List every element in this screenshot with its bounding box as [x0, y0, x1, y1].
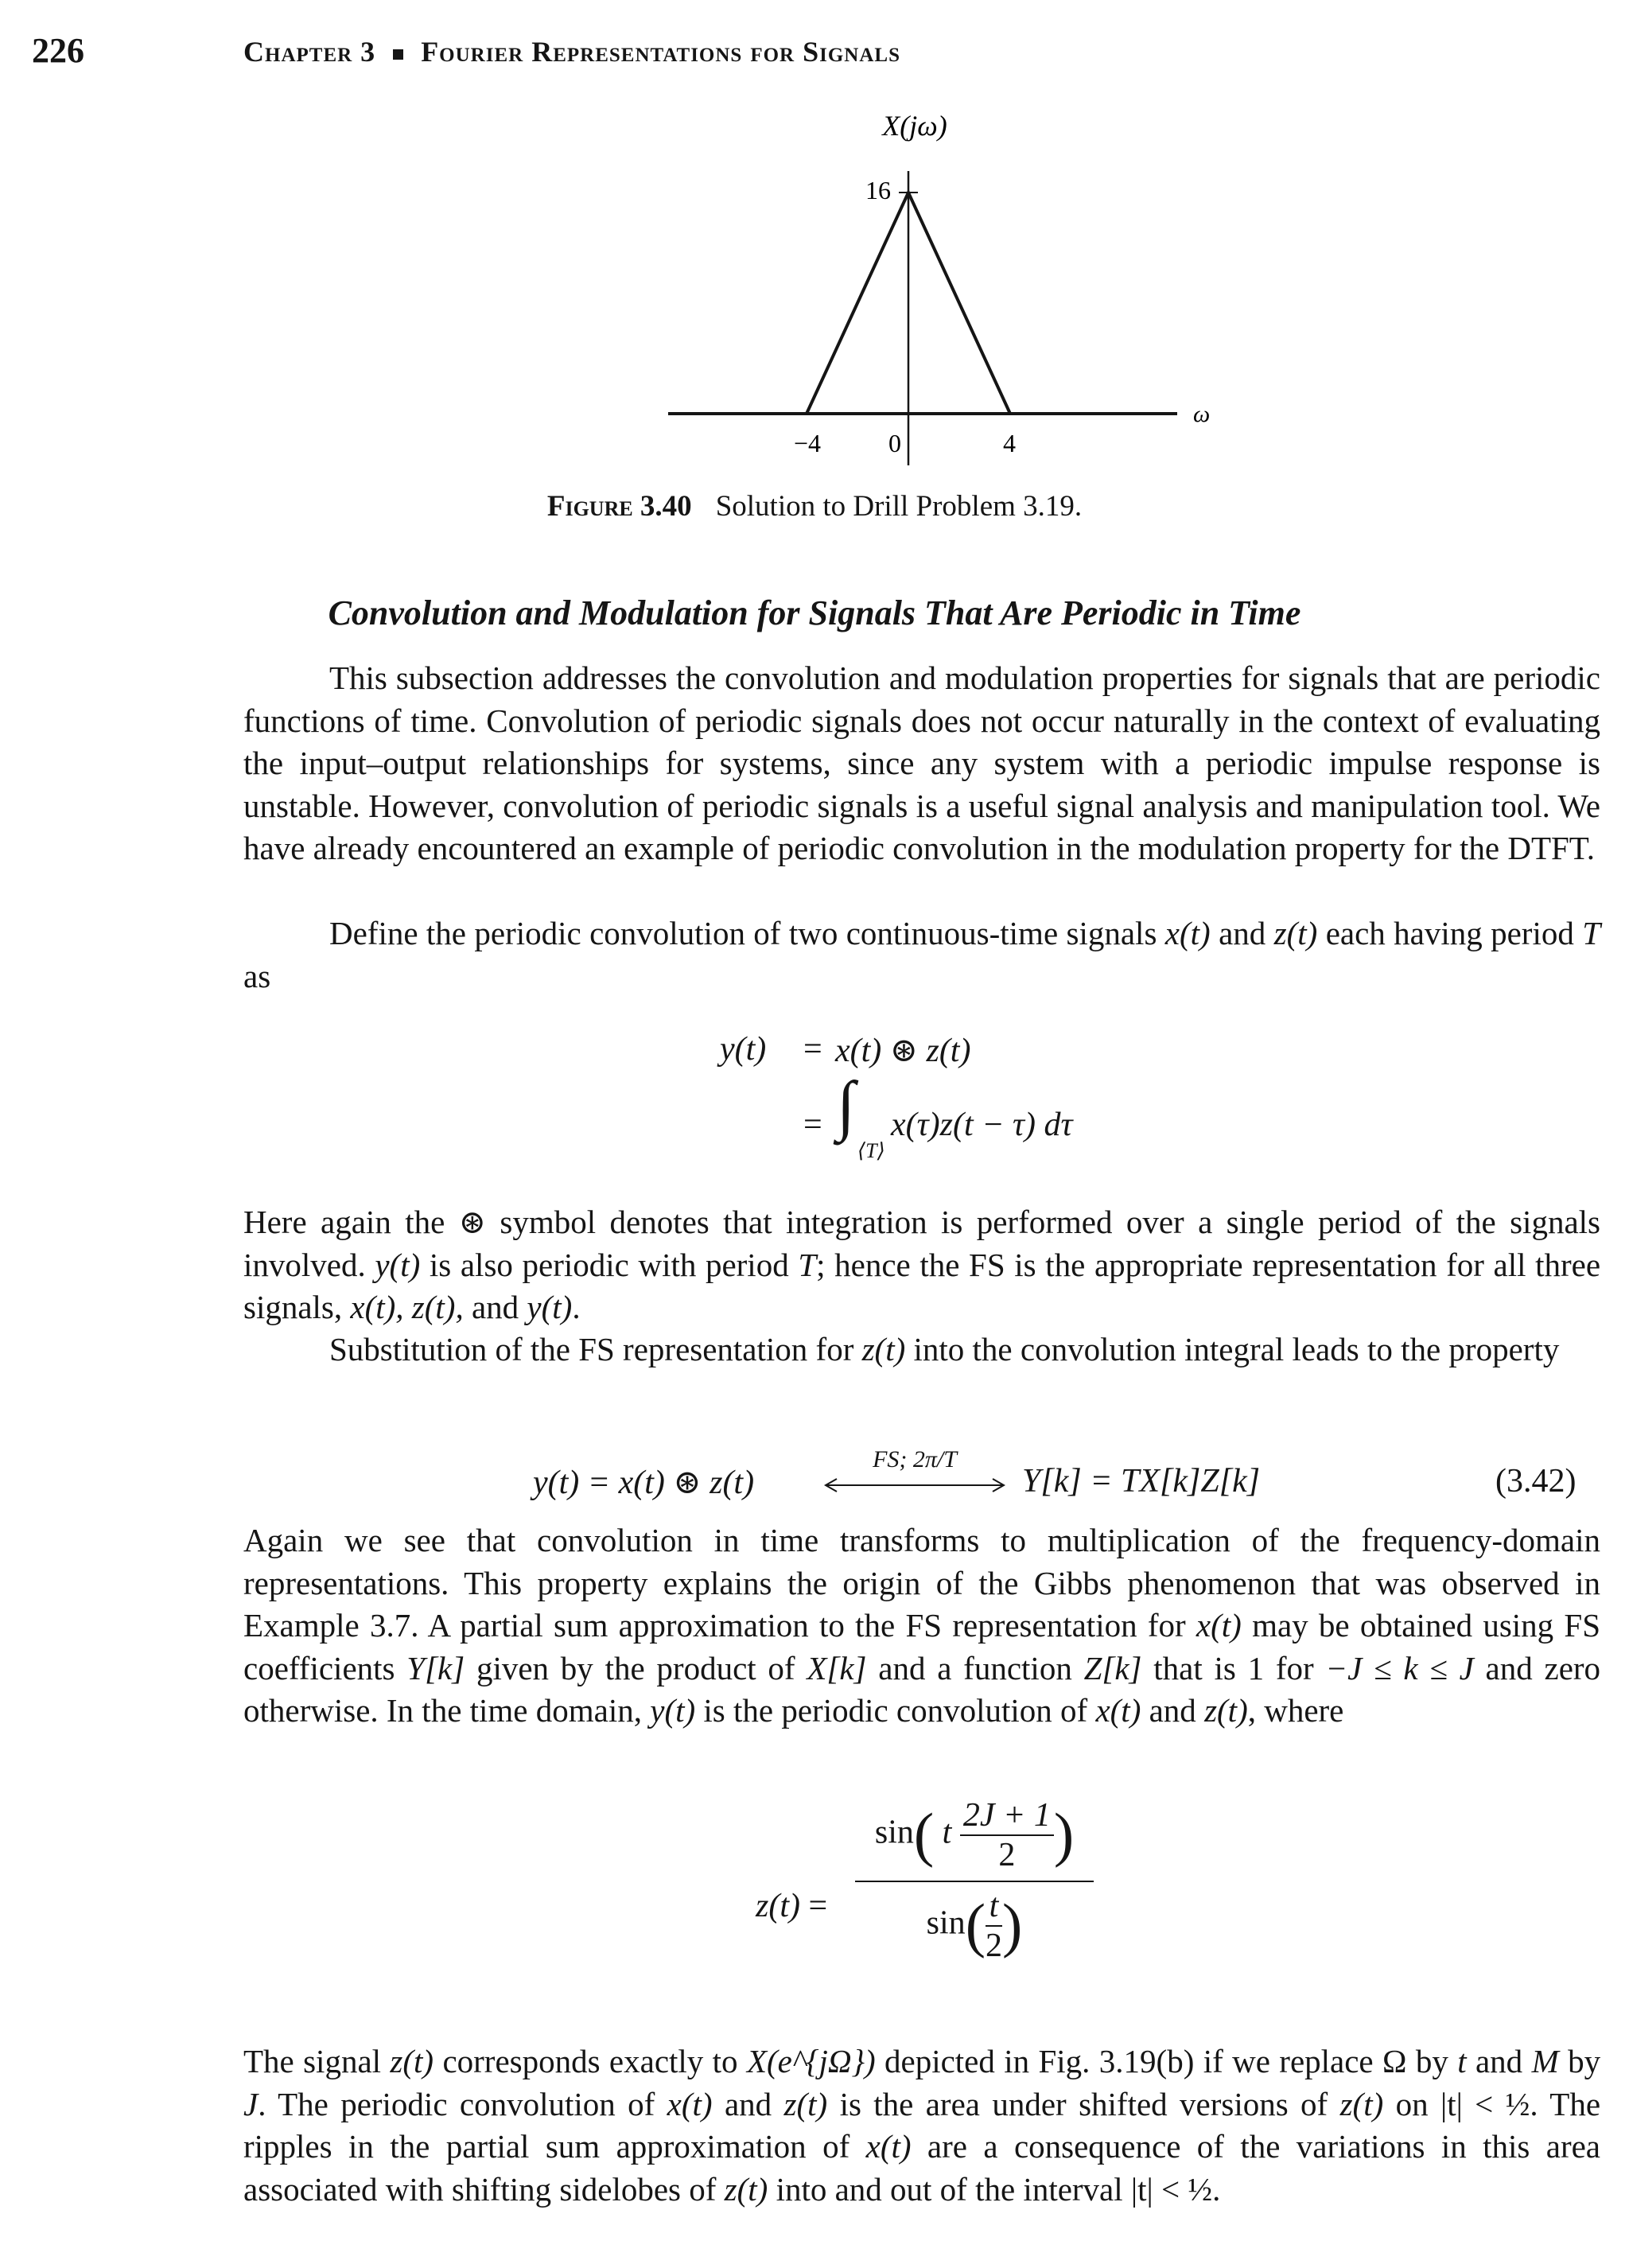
section-title: Convolution and Modulation for Signals That Are Periodic in Time — [328, 593, 1301, 632]
chapter-title: Fourier Representations for Signals — [421, 36, 900, 68]
peak-label: 16 — [865, 176, 891, 204]
zt-numerator: sin( t $\frac{2J + 1}{2}$ ) — [855, 1796, 1094, 1882]
fs-arrow-label: FS; 2π/T — [873, 1446, 957, 1472]
running-header — [0, 30, 1629, 86]
numerator-inner-fraction: $\frac{2J + 1}{2}$ — [960, 1796, 1054, 1874]
double-arrow-icon — [819, 1476, 1010, 1495]
integral-subscript: ⟨T⟩ — [857, 1139, 885, 1162]
square-bullet-icon — [393, 49, 403, 60]
equation-periodic-convolution-line2: x(τ)z(t − τ) dτ — [891, 1107, 1073, 1143]
equation-eq-sign-1: = — [803, 1031, 822, 1068]
figure-caption-text: Solution to Drill Problem 3.19. — [715, 490, 1083, 523]
figure-3-40-plot — [652, 103, 1225, 477]
paragraph-1: This subsection addresses the convolution and modulation properties for signals that are periodic functions of time. Convolution of periodic signals does not occur naturally in the context of evaluating the input–output relationships for systems, since any system with a periodic impulse response is unstable. However, convolution of periodic signals is a useful signal analysis and manipulation tool. We have already encountered an example of periodic convolution in the modulation property for the DTFT. — [243, 659, 1600, 866]
equation-periodic-convolution-lhs: y(t) — [720, 1031, 767, 1068]
equation-zt-lhs: z(t) = — [756, 1888, 828, 1924]
running-title — [243, 35, 900, 68]
figure-caption — [0, 489, 1629, 523]
paragraph-3: Here again the ⊛ symbol denotes that integration is performed over a single period of the signals involved. y(t) is also periodic with period T; hence the FS is the appropriate representation for all three signals, x(t), z(t), and y(t). — [243, 1204, 1601, 1325]
paragraph-4: Substitution of the FS representation for z(t) into the convolution integral leads to the property — [329, 1331, 1560, 1367]
tick-label-4: 4 — [1003, 429, 1016, 457]
integral-sign-icon: ∫ — [837, 1068, 856, 1142]
equation-zt-fraction — [855, 1796, 1094, 1965]
tick-label-0: 0 — [888, 429, 901, 457]
equation-number-342: (3.42) — [1495, 1463, 1577, 1500]
paragraph-2: Define the periodic convolution of two continuous-time signals x(t) and z(t) each having period T as — [243, 915, 1601, 994]
equation-342-lhs: y(t) = x(t) ⊛ z(t) — [533, 1465, 755, 1501]
equation-342-rhs: Y[k] = TX[k]Z[k] — [1022, 1463, 1261, 1500]
figure-label: Figure 3.40 — [546, 490, 692, 523]
equation-eq-sign-2: = — [803, 1107, 822, 1143]
zt-denominator: sin( $\frac{t}{2}$ ) — [926, 1888, 1023, 1964]
chapter-label: Chapter 3 — [243, 36, 376, 68]
paragraph-5: Again we see that convolution in time transforms to multiplication of the frequency-domain representations. This property explains the origin of the Gibbs phenomenon that was observed in Example 3.7. A partial sum approximation to the FS representation for x(t) may be obtained using FS coefficients Y[k] given by the product of X[k] and a function Z[k] that is 1 for −J ≤ k ≤ J and zero otherwise. In the time domain, y(t) is the periodic convolution of x(t) and z(t), where — [243, 1522, 1601, 1729]
x-axis-label: ω — [1193, 401, 1211, 427]
paragraph-6: The signal z(t) corresponds exactly to X(e^{jΩ}) depicted in Fig. 3.19(b) if we replace Ω by t and M by J. The periodic convolution of x(t) and z(t) is the area under shifted versions of z(t) on |t| < ½. The ripples in the partial sum approximation of x(t) are a consequence of the variations in this area associated with shifting sidelobes of z(t) into and out of the interval |t| < ½. — [243, 2043, 1601, 2208]
y-axis-label: X(jω) — [882, 110, 947, 142]
tick-label-neg4: −4 — [793, 429, 822, 457]
page-number: 226 — [32, 31, 84, 70]
denominator-inner-fraction: $\frac{t}{2}$ — [986, 1888, 1002, 1964]
equation-periodic-convolution-line1: x(t) ⊛ z(t) — [835, 1033, 971, 1069]
